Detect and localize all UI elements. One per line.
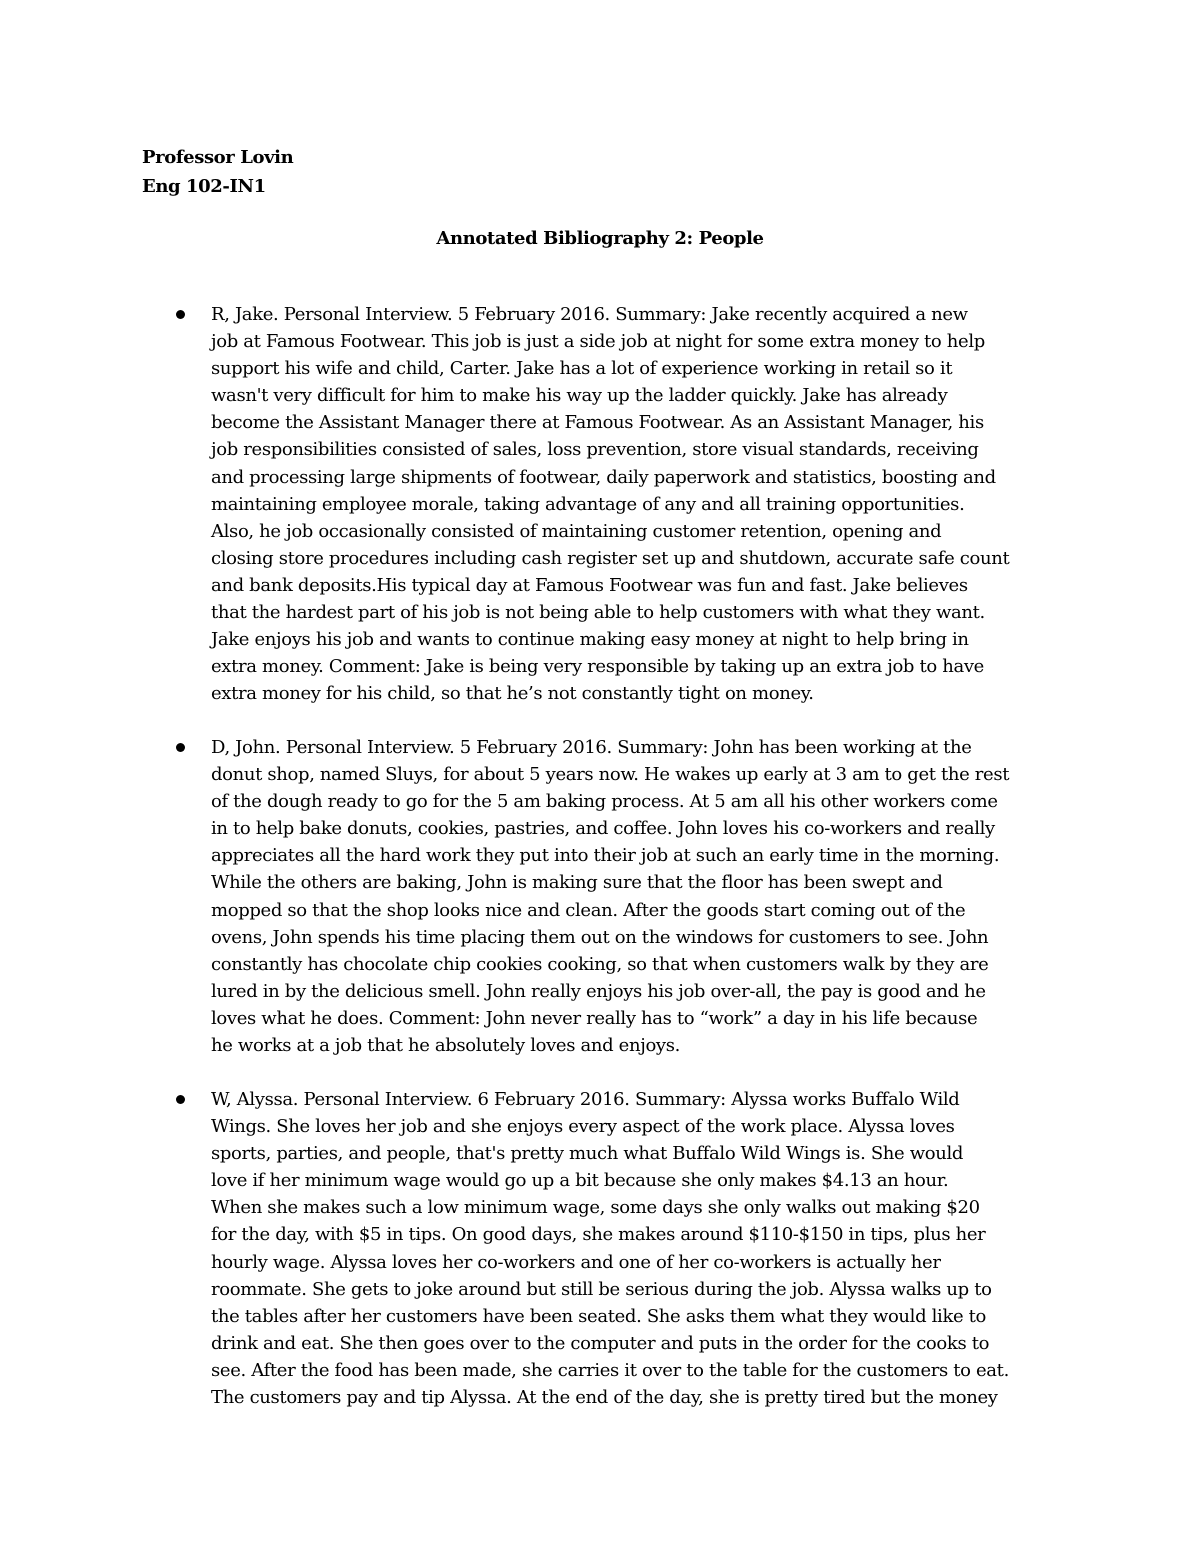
entry-line: lured in by the delicious smell. John really enjoys his job over-all, the pay is good and he [211,980,986,1002]
entry-line: become the Assistant Manager there at Famous Footwear. As an Assistant Manager, his [211,412,984,434]
entry-line: of the dough ready to go for the 5 am baking process. At 5 am all his other workers come [211,791,998,813]
entry-line: ovens, John spends his time placing them out on the windows for customers to see. John [211,926,989,948]
bullet-icon [176,1095,185,1104]
entry-line: roommate. She gets to joke around but still be serious during the job. Alyssa walks up to [211,1278,992,1300]
entry-line: closing store procedures including cash register set up and shutdown, accurate safe count [211,547,1010,569]
entry-line: he works at a job that he absolutely loves and enjoys. [211,1035,681,1057]
bibliography-entry-2 [211,734,1111,1059]
entry-line: job responsibilities consisted of sales, loss prevention, store visual standards, receiving [211,439,979,461]
entry-line: and bank deposits.His typical day at Famous Footwear was fun and fast. Jake believes [211,574,968,596]
entry-line: extra money for his child, so that he’s not constantly tight on money. [211,683,814,705]
entry-line: mopped so that the shop looks nice and clean. After the goods start coming out of the [211,899,966,921]
entry-line: for the day, with $5 in tips. On good days, she makes around $110-$150 in tips, plus her [211,1224,986,1246]
entry-line: wasn't very difficult for him to make his way up the ladder quickly. Jake has already [211,385,948,407]
entry-line: extra money. Comment: Jake is being very responsible by taking up an extra job to have [211,656,984,678]
entry-line: love if her minimum wage would go up a bit because she only makes $4.13 an hour. [211,1170,949,1192]
entry-line: constantly has chocolate chip cookies cooking, so that when customers walk by they are [211,953,989,975]
entry-line: W, Alyssa. Personal Interview. 6 February 2016. Summary: Alyssa works Buffalo Wild [211,1089,960,1110]
entry-line: the tables after her customers have been seated. She asks them what they would like to [211,1305,987,1327]
entry-line: support his wife and child, Carter. Jake has a lot of experience working in retail so it [211,358,953,380]
entry-line: Wings. She loves her job and she enjoys every aspect of the work place. Alyssa loves [211,1116,955,1138]
bullet-icon [176,743,185,752]
entry-line: sports, parties, and people, that's pretty much what Buffalo Wild Wings is. She would [211,1143,964,1165]
course-code: Eng 102-IN1 [142,176,266,197]
entry-line: hourly wage. Alyssa loves her co-workers and one of her co-workers is actually her [211,1251,941,1273]
entry-line: and processing large shipments of footwear, daily paperwork and statistics, boosting and [211,466,996,488]
bibliography-entry-1 [211,301,1111,707]
entry-line: D, John. Personal Interview. 5 February 2016. Summary: John has been working at the [211,737,972,758]
professor-name: Professor Lovin [142,147,294,168]
entry-line: Also, he job occasionally consisted of maintaining customer retention, opening and [211,520,942,542]
entry-line: R, Jake. Personal Interview. 5 February 2016. Summary: Jake recently acquired a new [211,304,968,325]
entry-line: drink and eat. She then goes over to the computer and puts in the order for the cooks to [211,1332,990,1354]
entry-line: donut shop, named Sluys, for about 5 years now. He wakes up early at 3 am to get the rest [211,764,1010,786]
document-title: Annotated Bibliography 2: People [436,228,764,249]
entry-line: While the others are baking, John is making sure that the floor has been swept and [211,872,943,894]
entry-line: When she makes such a low minimum wage, some days she only walks out making $20 [211,1197,980,1219]
entry-line: The customers pay and tip Alyssa. At the end of the day, she is pretty tired but the money [211,1387,998,1409]
entry-line: see. After the food has been made, she carries it over to the table for the customers to eat. [211,1359,1009,1381]
entry-line: Jake enjoys his job and wants to continue making easy money at night to help bring in [211,629,969,651]
bullet-icon [176,310,185,319]
header-block [142,143,293,201]
entry-line: appreciates all the hard work they put into their job at such an early time in the morning. [211,845,1000,867]
entry-line: that the hardest part of his job is not being able to help customers with what they want. [211,602,985,624]
entry-line: in to help bake donuts, cookies, pastries, and coffee. John loves his co-workers and really [211,818,995,840]
entry-line: loves what he does. Comment: John never really has to “work” a day in his life because [211,1007,978,1029]
entry-line: job at Famous Footwear. This job is just a side job at night for some extra money to help [211,331,985,353]
entry-line: maintaining employee morale, taking advantage of any and all training opportunities. [211,493,965,515]
bibliography-entry-3 [211,1086,1111,1411]
